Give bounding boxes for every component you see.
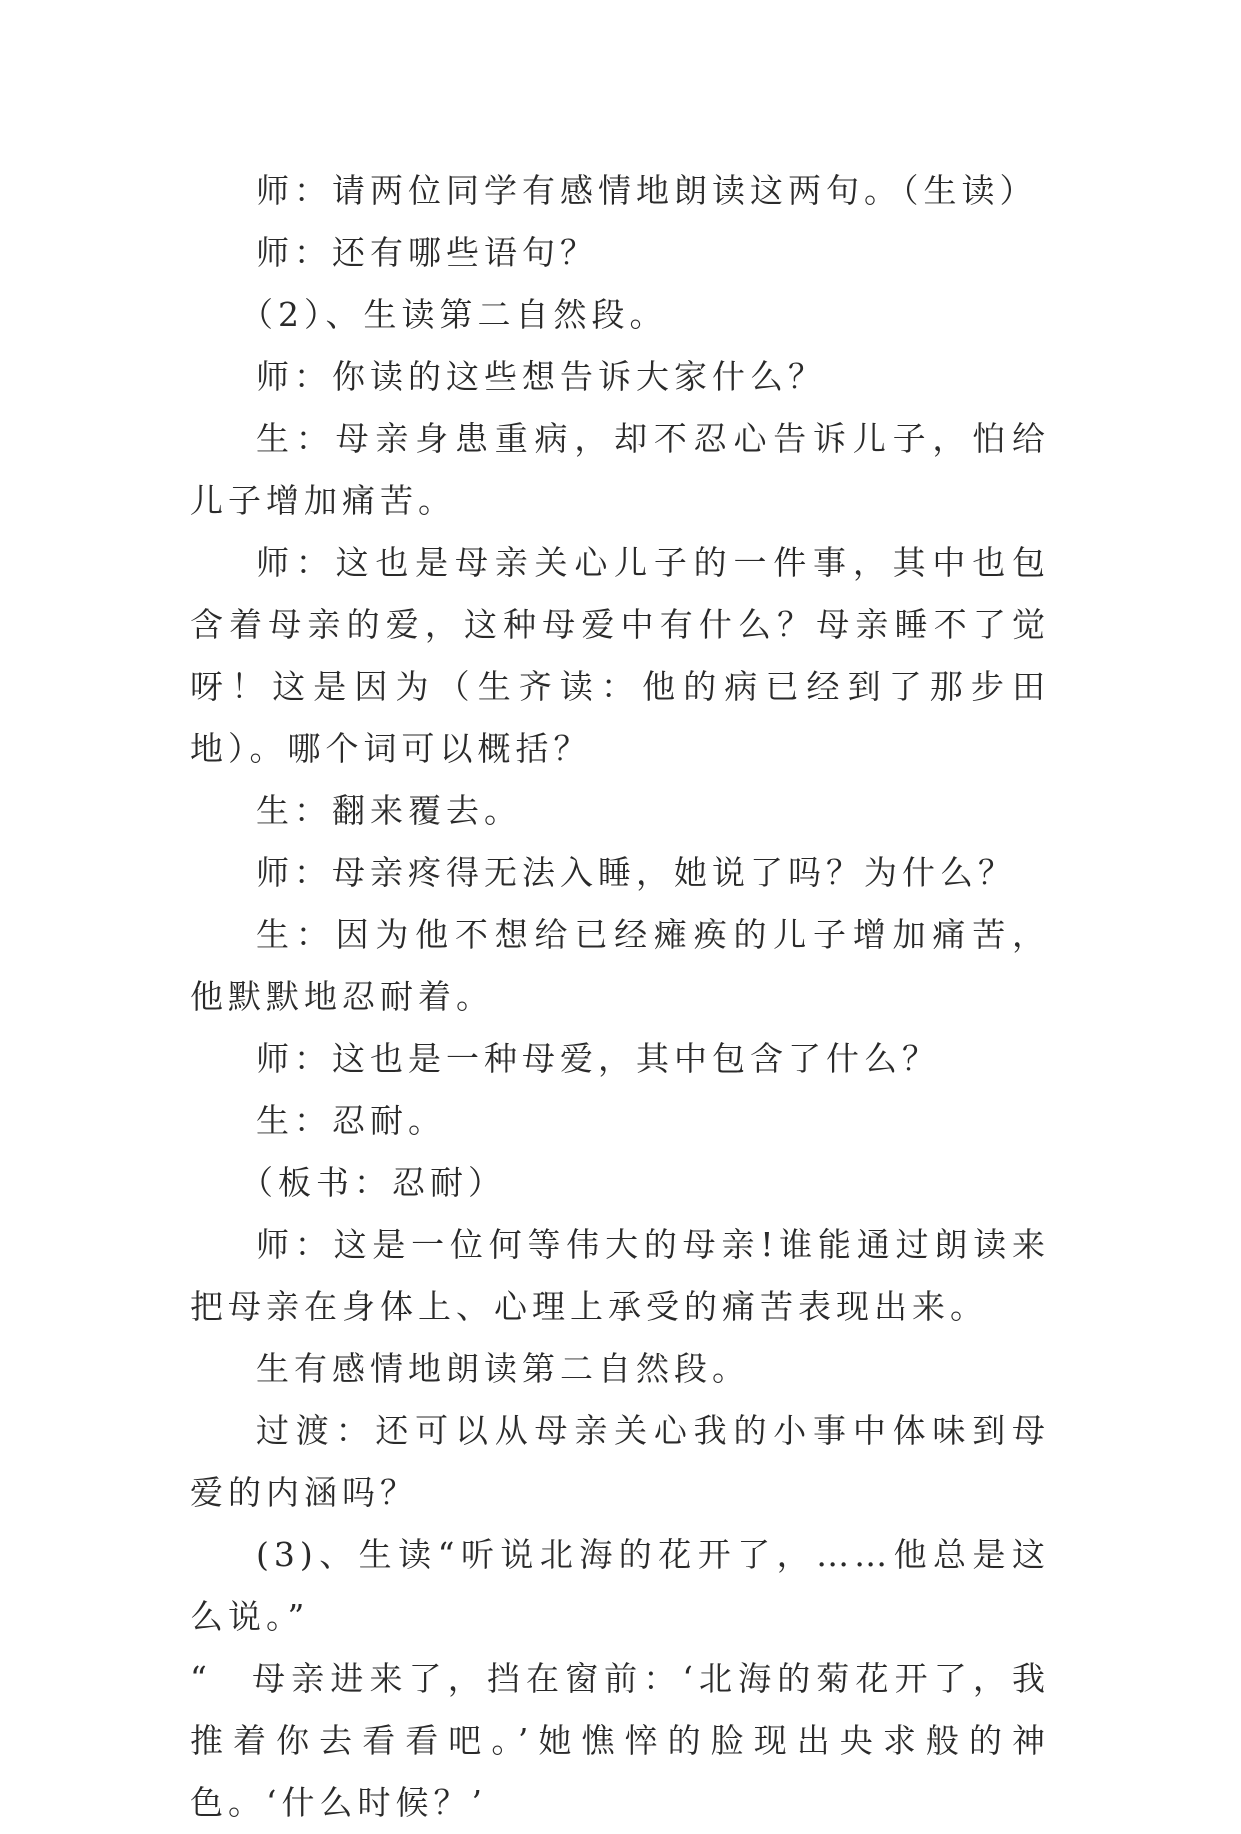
paragraph: 师：请两位同学有感情地朗读这两句。（生读） [256, 171, 1038, 210]
paragraph: 师：你读的这些想告诉大家什么？ [256, 357, 826, 396]
paragraph: 师：这也是母亲关心儿子的一件事，其中也包含着母亲的爱，这种母爱中有什么？母亲睡不了觉呀！这是因为（生齐读：他的病已经到了那步田地）。哪个词可以概括？ [190, 543, 1050, 768]
paragraph: “ 母亲进来了，挡在窗前：‘北海的菊花开了，我推着你去看看吧。’她憔悴的脸现出央求般的神色。‘什么时候？’ [190, 1659, 1050, 1822]
paragraph: 生：因为他不想给已经瘫痪的儿子增加痛苦，他默默地忍耐着。 [190, 915, 1050, 1016]
paragraph: 师：这是一位何等伟大的母亲!谁能通过朗读来把母亲在身体上、心理上承受的痛苦表现出来。 [190, 1225, 1050, 1326]
paragraph: 生有感情地朗读第二自然段。 [256, 1349, 750, 1388]
paragraph: （板书：忍耐） [240, 1163, 506, 1202]
paragraph: 师：母亲疼得无法入睡，她说了吗？为什么？ [256, 853, 1016, 892]
paragraph: (3)、生读“听说北海的花开了，……他总是这么说。” [190, 1535, 1050, 1636]
paragraph: （2）、生读第二自然段。 [240, 295, 668, 334]
paragraph: 生：忍耐。 [256, 1101, 446, 1140]
paragraph: 师：这也是一种母爱，其中包含了什么？ [256, 1039, 940, 1078]
paragraph: 生：母亲身患重病，却不忍心告诉儿子，怕给儿子增加痛苦。 [190, 419, 1050, 520]
paragraph: 生：翻来覆去。 [256, 791, 522, 830]
paragraph: 过渡：还可以从母亲关心我的小事中体味到母爱的内涵吗？ [190, 1411, 1050, 1512]
document-body [190, 160, 1050, 1834]
paragraph: 师：还有哪些语句？ [256, 233, 598, 272]
